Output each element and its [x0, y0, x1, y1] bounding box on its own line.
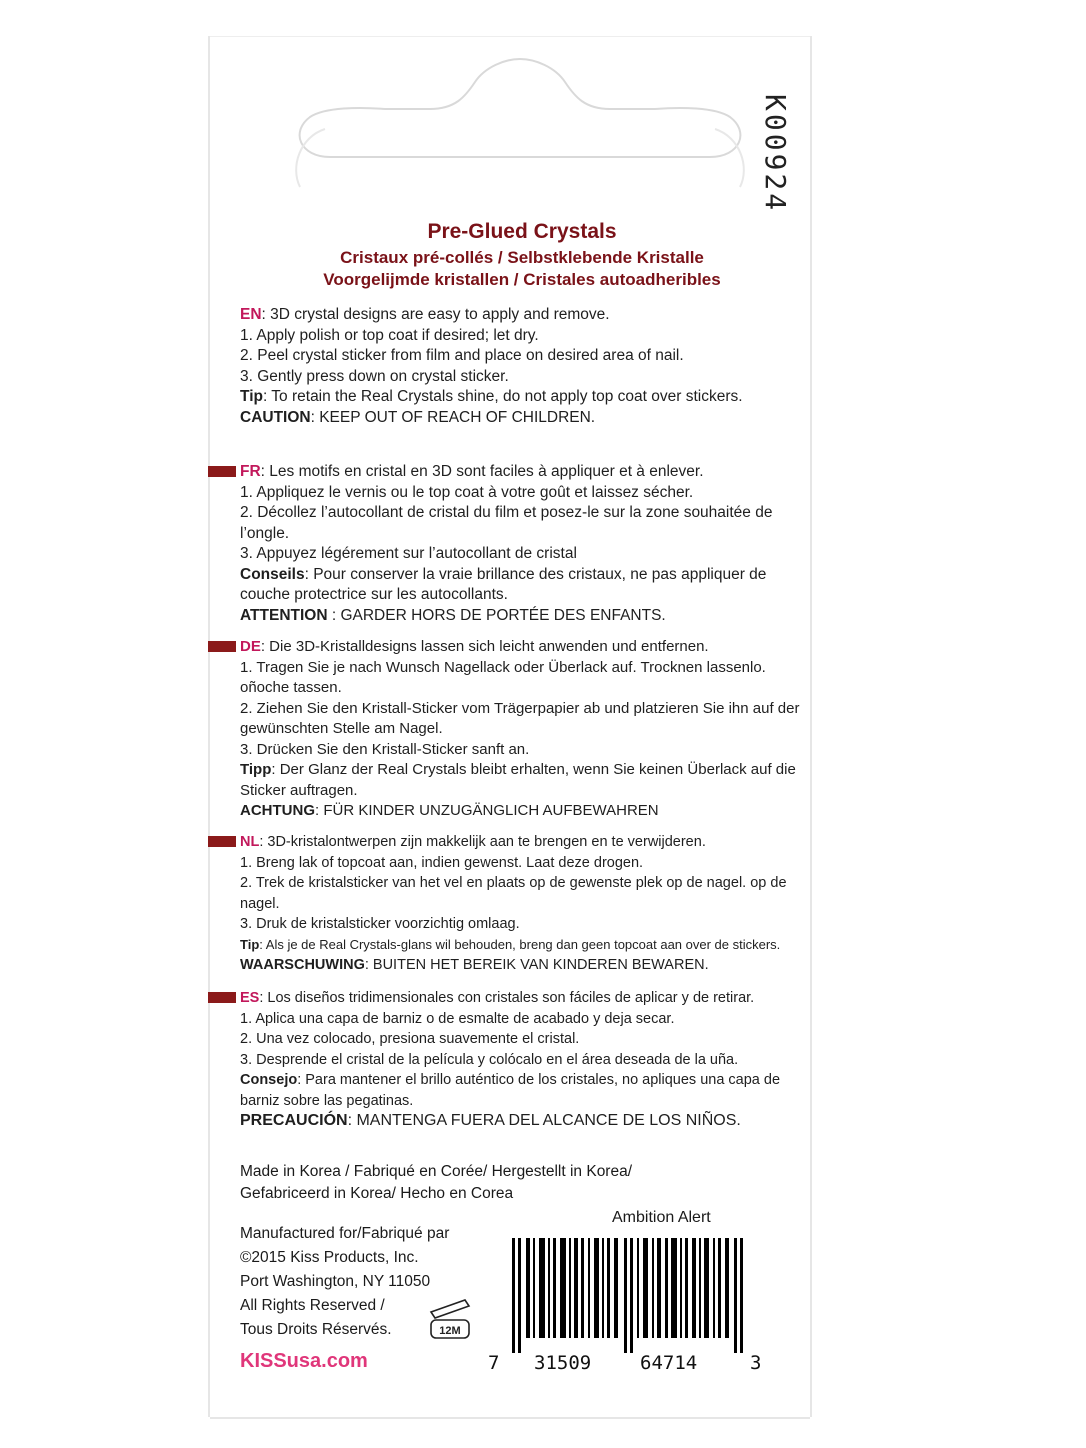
- lang-label-en: EN: [240, 306, 262, 323]
- step-2: 2. Ziehen Sie den Kristall-Sticker vom Trägerpapier ab und platzieren Sie ihn auf der gewünschten Stelle am Nagel.: [240, 699, 800, 737]
- barcode-digit-right: 3: [750, 1352, 762, 1374]
- step-3: 3. Drücken Sie den Kristall-Sticker sanft an.: [240, 740, 530, 758]
- barcode-digits-group-2: 64714: [640, 1352, 698, 1374]
- made-in-block: [240, 1161, 632, 1205]
- made-in-line-1: Made in Korea / Fabriqué en Corée/ Hergestellt in Korea/: [240, 1163, 633, 1180]
- hang-hole-icon: [210, 37, 810, 237]
- subtitle-fr-de: Cristaux pré-collés / Selbstklebende Kristalle: [340, 248, 704, 267]
- step-2: 2. Décollez l’autocollant de cristal du film et posez-le sur la zone souhaitée de l’ongle.: [240, 504, 773, 542]
- manufacturer-line-5: Tous Droits Réservés.: [240, 1321, 392, 1338]
- intro-text: : 3D crystal designs are easy to apply and remove.: [261, 306, 610, 323]
- tip-label: Tip: [240, 388, 263, 405]
- step-3: 3. Desprende el cristal de la película y colócalo en el área deseada de la uña.: [240, 1051, 739, 1068]
- tip-label: Consejo: [240, 1072, 298, 1088]
- tip-text: : Pour conserver la vraie brillance des cristaux, ne pas appliquer de couche protectrice sur les autocollants.: [240, 565, 767, 603]
- intro-text: : Los diseños tridimensionales con cristales son fáciles de aplicar y de retirar.: [259, 990, 755, 1006]
- tip-text: : Der Glanz der Real Crystals bleibt erhalten, wenn Sie keinen Überlack auf die Sticker auftragen.: [240, 761, 796, 799]
- section-fr: [240, 462, 800, 626]
- caution-text: : KEEP OUT OF REACH OF CHILDREN.: [310, 408, 596, 426]
- subtitle-nl-es: Voorgelijmde kristallen / Cristales autoadheribles: [323, 270, 721, 289]
- tip-text: : To retain the Real Crystals shine, do not apply top coat over stickers.: [262, 388, 743, 405]
- section-nl: [240, 832, 800, 976]
- section-de: [240, 637, 800, 822]
- made-in-line-2: Gefabriceerd in Korea/ Hecho en Corea: [240, 1185, 514, 1202]
- step-1: 1. Appliquez le vernis ou le top coat à votre goût et laissez sécher.: [240, 483, 694, 501]
- step-1: 1. Breng lak of topcoat aan, indien gewenst. Laat deze drogen.: [240, 854, 644, 871]
- step-2: 2. Una vez colocado, presiona suavemente el cristal.: [240, 1031, 580, 1047]
- pao-label: 12M: [439, 1325, 461, 1337]
- manufacturer-line-4: All Rights Reserved /: [240, 1297, 385, 1314]
- caution-label: PRECAUCIÓN: [240, 1112, 348, 1129]
- intro-text: : 3D-kristalontwerpen zijn makkelijk aan te brengen en te verwijderen.: [259, 834, 706, 850]
- section-es: [240, 988, 800, 1132]
- section-en: [240, 305, 800, 428]
- lang-marker-de: [208, 641, 236, 652]
- caution-label: ACHTUNG: [240, 802, 315, 819]
- caution-text: : BUITEN HET BEREIK VAN KINDEREN BEWAREN.: [364, 957, 709, 973]
- step-1: 1. Apply polish or top coat if desired; let dry.: [240, 326, 539, 344]
- lang-label-nl: NL: [240, 834, 260, 850]
- barcode-digits-group-1: 31509: [534, 1352, 592, 1374]
- step-2: 2. Peel crystal sticker from film and place on desired area of nail.: [240, 347, 684, 364]
- barcode-digit-left: 7: [488, 1352, 500, 1374]
- manufacturer-line-2: ©2015 Kiss Products, Inc.: [240, 1249, 419, 1266]
- page-title: Pre-Glued Crystals: [427, 220, 617, 243]
- step-3: 3. Gently press down on crystal sticker.: [240, 367, 509, 385]
- caution-text: : MANTENGA FUERA DEL ALCANCE DE LOS NIÑOS.: [347, 1112, 741, 1129]
- product-name: Ambition Alert: [612, 1209, 711, 1226]
- step-1: 1. Aplica una capa de barniz o de esmalte de acabado y deja secar.: [240, 1010, 675, 1027]
- tip-text: : Als je de Real Crystals-glans wil behouden, breng dan geen topcoat aan over de stickers.: [259, 936, 781, 952]
- tip-label: Tip: [240, 936, 260, 952]
- intro-text: : Die 3D-Kristalldesigns lassen sich leicht anwenden und entfernen.: [260, 638, 709, 655]
- barcode-icon: [508, 1238, 758, 1353]
- lang-label-fr: FR: [240, 463, 261, 480]
- manufacturer-line-3: Port Washington, NY 11050: [240, 1273, 431, 1290]
- step-1: 1. Tragen Sie je nach Wunsch Nagellack oder Überlack auf. Trocknen lassenlo. oñoche tassen.: [240, 658, 766, 696]
- caution-text: : GARDER HORS DE PORTÉE DES ENFANTS.: [327, 606, 666, 624]
- intro-text: : Les motifs en cristal en 3D sont faciles à appliquer et à enlever.: [260, 463, 704, 480]
- manufacturer-block: [240, 1222, 449, 1342]
- manufacturer-line-1: Manufactured for/Fabriqué par: [240, 1225, 450, 1242]
- lang-label-es: ES: [240, 990, 260, 1006]
- caution-label: WAARSCHUWING: [240, 957, 365, 973]
- caution-label: CAUTION: [240, 408, 311, 426]
- tip-text: : Para mantener el brillo auténtico de los cristales, no apliques una capa de barniz sobre las pegatinas.: [240, 1072, 781, 1109]
- product-code: K00924: [759, 94, 792, 214]
- tip-label: Conseils: [240, 565, 305, 583]
- lang-label-de: DE: [240, 638, 261, 655]
- caution-text: : FÜR KINDER UNZUGÄNGLICH AUFBEWAHREN: [315, 802, 659, 819]
- step-3: 3. Appuyez légérement sur l’autocollant de cristal: [240, 545, 577, 562]
- caution-label: ATTENTION: [240, 606, 328, 624]
- step-3: 3. Druk de kristalsticker voorzichtig omlaag.: [240, 916, 520, 932]
- step-2: 2. Trek de kristalsticker van het vel en plaats op de gewenste plek op de nagel. op de nagel.: [240, 875, 787, 912]
- website-link[interactable]: KISSusa.com: [240, 1350, 368, 1372]
- lang-marker-fr: [208, 466, 236, 477]
- lang-marker-nl: [208, 836, 236, 847]
- tip-label: Tipp: [240, 761, 272, 778]
- lang-marker-es: [208, 992, 236, 1003]
- period-after-opening-icon: [425, 1292, 475, 1342]
